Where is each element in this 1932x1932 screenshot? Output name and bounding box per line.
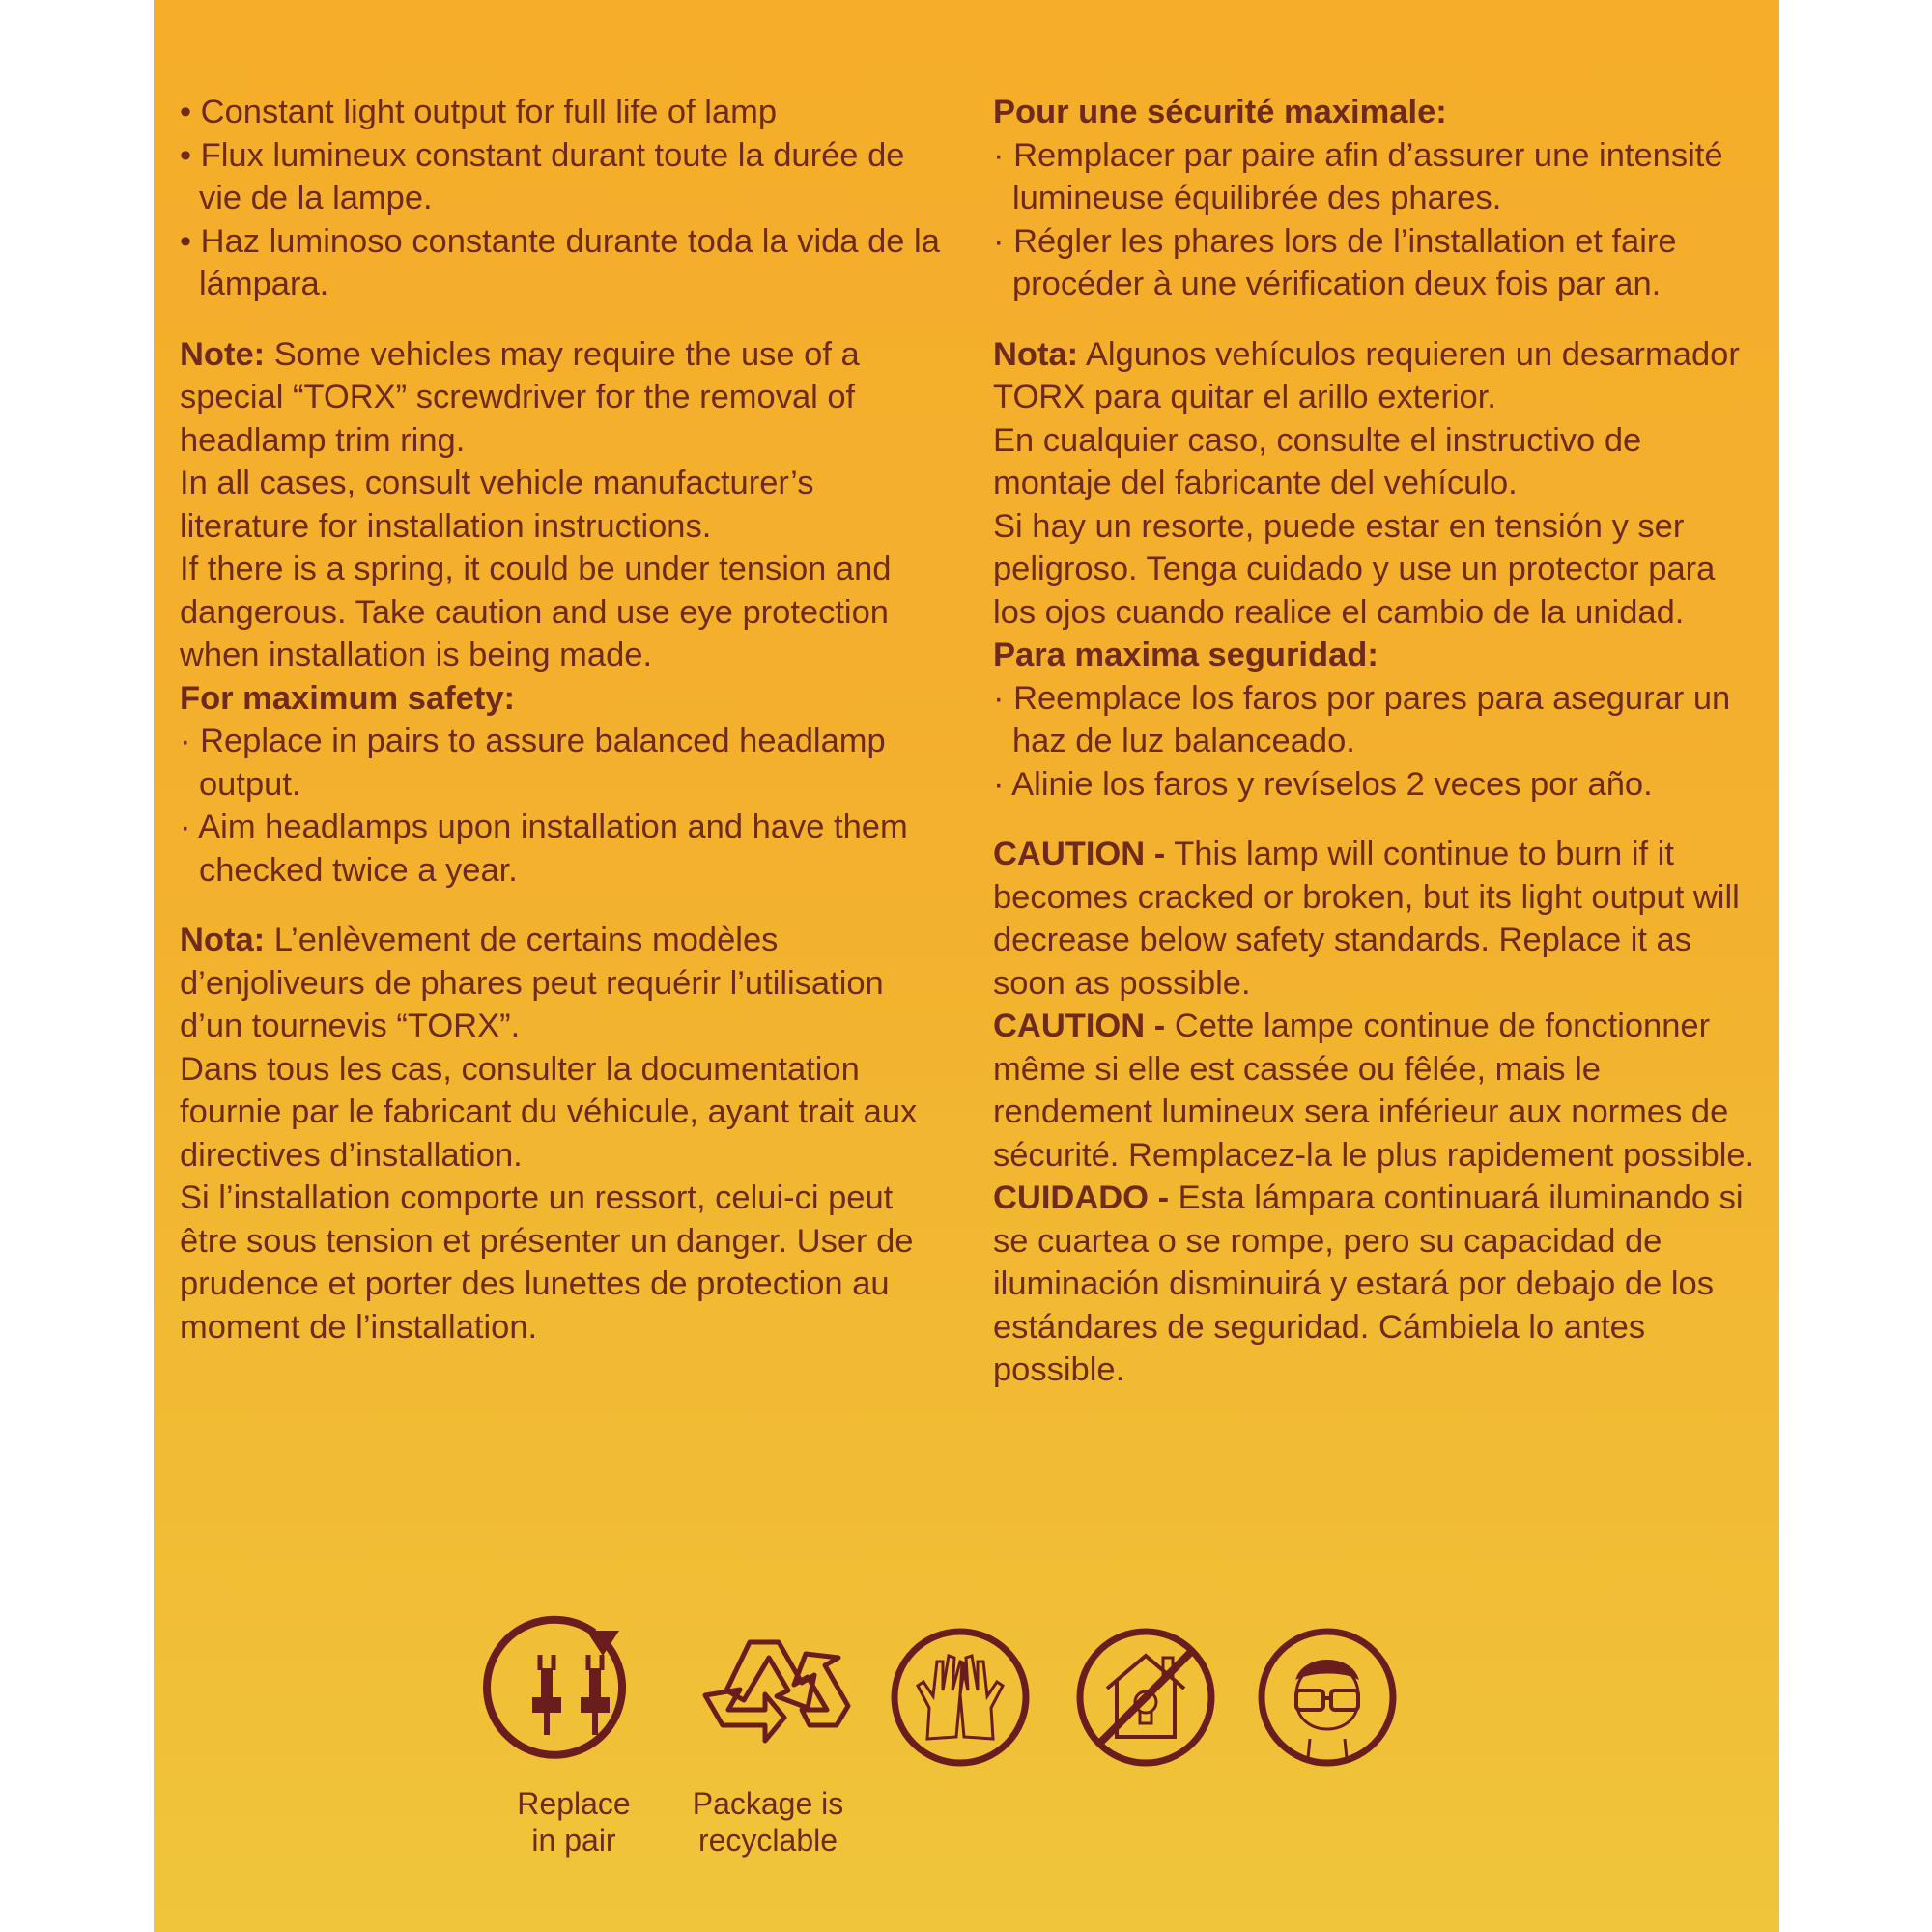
note-es-line2: En cualquier caso, consulte el instructivo de montaje del fabricante del vehículo.: [993, 421, 1642, 501]
safety-en-item: · Replace in pairs to assure balanced headlamp output.: [180, 723, 886, 803]
caution-en: [993, 833, 1766, 1005]
safety-es-item: · Reemplace los faros por pares para asegurar un haz de luz balanceado.: [993, 679, 1731, 759]
note-fr: [180, 919, 943, 1048]
benefit-en: • Constant light output for full life of lamp: [180, 94, 778, 130]
note-es: [993, 333, 1766, 419]
note-fr-label: Nota:: [180, 922, 266, 958]
recyclable-label-line1: Package is: [692, 1786, 844, 1821]
note-en-line2: In all cases, consult vehicle manufacturer’s literature for installation instructions.: [180, 465, 814, 545]
note-en-text: Some vehicles may require the use of a special “TORX” screwdriver for the removal of headlamp trim ring.: [180, 335, 860, 459]
caution-en-text: This lamp will continue to burn if it becomes cracked or broken, but its light output will decrease below safety standards. Replace it as soon as possible.: [993, 836, 1740, 1002]
note-fr-text: L’enlèvement de certains modèles d’enjoliveurs de phares peut requérir l’utilisation d’un tournevis “TORX”.: [180, 922, 884, 1044]
note-es-label: Nota:: [993, 335, 1079, 373]
replace-in-pair-label-line1: Replace: [517, 1786, 631, 1821]
safety-fr-heading: Pour une sécurité maximale:: [993, 94, 1447, 130]
safety-es-heading: Para maxima seguridad:: [993, 637, 1378, 673]
safety-en-heading: For maximum safety:: [180, 679, 516, 717]
right-column: [993, 91, 1766, 1392]
safety-en-item: · Aim headlamps upon installation and have them checked twice a year.: [180, 809, 908, 889]
safety-fr-item: · Remplacer par paire afin d’assurer une intensité lumineuse équilibrée des phares.: [993, 136, 1723, 216]
recyclable-label: [652, 1785, 884, 1859]
caution-fr-label: CAUTION -: [993, 1008, 1166, 1044]
left-column: [180, 91, 943, 1349]
safety-fr-item: · Régler les phares lors de l’installation et faire procéder à une vérification deux fois par an.: [993, 222, 1677, 302]
safety-es-item: · Alinie los faros y revíselos 2 veces por año.: [993, 765, 1653, 803]
caution-es-label: CUIDADO -: [993, 1179, 1170, 1216]
caution-fr: [993, 1005, 1766, 1177]
note-fr-line3: Si l’installation comporte un ressort, celui-ci peut être sous tension et présenter un danger. User de prudence et porter des lunettes de protection au moment de l’installation.: [180, 1179, 914, 1346]
note-es-text: Algunos vehículos requieren un desarmador TORX para quitar el arillo exterior.: [993, 335, 1740, 415]
note-es-line3: Si hay un resorte, puede estar en tensión y ser peligroso. Tenga cuidado y use un protector para los ojos cuando realice el cambio de la unidad.: [993, 507, 1716, 631]
caution-es: [993, 1177, 1766, 1392]
replace-in-pair-label-line2: in pair: [531, 1823, 616, 1858]
benefit-es: • Haz luminoso constante durante toda la vida de la lámpara.: [180, 222, 940, 302]
note-en: [180, 333, 943, 463]
benefit-fr: • Flux lumineux constant durant toute la durée de vie de la lampe.: [180, 136, 905, 216]
note-fr-line2: Dans tous les cas, consulter la documentation fournie par le fabricant du véhicule, ayant trait aux directives d’installation.: [180, 1050, 918, 1174]
recyclable-label-line2: recyclable: [697, 1823, 838, 1858]
note-en-line3: If there is a spring, it could be under tension and dangerous. Take caution and use eye protection when installation is being made.: [180, 551, 892, 673]
caution-en-label: CAUTION -: [993, 836, 1166, 872]
caution-fr-text: Cette lampe continue de fonctionner même si elle est cassée ou fêlée, mais le rendement lumineux sera inférieur aux normes de sécurité. Remplacez-la le plus rapidement possible.: [993, 1008, 1755, 1174]
caution-es-text: Esta lámpara continuará iluminando si se cuartea o se rompe, pero su capacidad de iluminación disminuirá y estará por debajo de los estándares de seguridad. Cámbiela lo antes possible.: [993, 1179, 1744, 1388]
note-en-label: Note:: [180, 335, 266, 373]
